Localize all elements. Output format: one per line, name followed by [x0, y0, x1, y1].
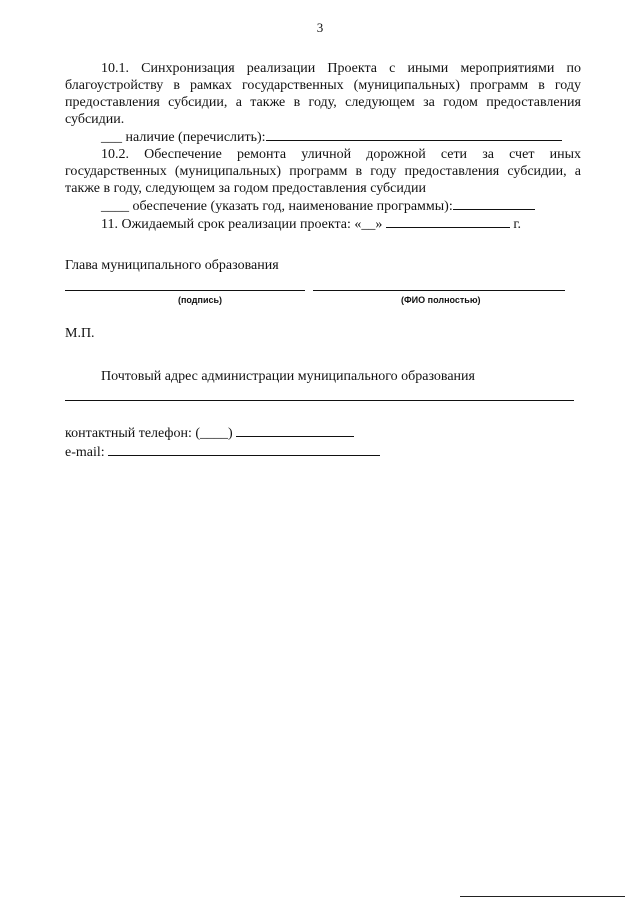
page-number: 3 [316, 20, 324, 35]
phone-row [65, 424, 380, 443]
signature-lines [65, 290, 581, 314]
paragraph-10-1: 10.1. Синхронизация реализации Проекта с иными мероприятиями по благоустройству в рамках государственных (муниципальных) программ в году предоставления субсидии, а также в году, следующем за годом предоставления субсидии. [65, 61, 581, 127]
item-11-year-suffix: г. [513, 217, 522, 232]
paragraph-10-2: 10.2. Обеспечение ремонта уличной дорожной сети за счет иных государственных (муниципальных) программ в году предоставления субсидии, а также в году, следующем за годом предоставления субсидии [65, 147, 581, 196]
item-11-label: 11. Ожидаемый срок реализации проекта: « [101, 217, 362, 232]
email-label: e-mail: [65, 445, 105, 460]
footer-rule [460, 896, 625, 897]
fill-label-10-1: наличие (перечислить): [125, 130, 266, 145]
phone-close-paren: ) [228, 426, 233, 441]
blank-line-10-1 [266, 128, 562, 141]
fill-row-10-2 [65, 197, 581, 215]
stamp-label: М.П. [65, 326, 95, 341]
fill-label-10-2: обеспечение (указать год, наименование программы): [132, 199, 453, 214]
signature-title: Глава муниципального образования [65, 258, 279, 273]
contact-block [65, 424, 380, 462]
fill-row-11 [65, 215, 581, 233]
address-line [65, 400, 574, 401]
fill-prefix-10-1: ___ [101, 130, 122, 145]
email-line [108, 443, 380, 456]
fill-row-10-1 [65, 128, 581, 146]
blank-line-11 [386, 215, 510, 228]
phone-label: контактный телефон: ( [65, 426, 201, 441]
section-10-1 [65, 60, 581, 233]
item-11-day-blank: __ [361, 217, 376, 232]
phone-number-line [236, 424, 354, 437]
signature-block [65, 258, 581, 305]
signature-caption: (подпись) [178, 295, 223, 305]
full-name-caption: (ФИО полностью) [401, 295, 481, 305]
item-11-close-quote: » [375, 217, 383, 232]
phone-code-blank: ____ [200, 426, 229, 441]
signature-line [65, 290, 305, 291]
fill-prefix-10-2: ____ [101, 199, 129, 214]
email-row [65, 443, 380, 462]
full-name-line [313, 290, 565, 291]
address-label: Почтовый адрес администрации муниципального образования [101, 369, 475, 384]
blank-line-10-2 [453, 197, 535, 210]
